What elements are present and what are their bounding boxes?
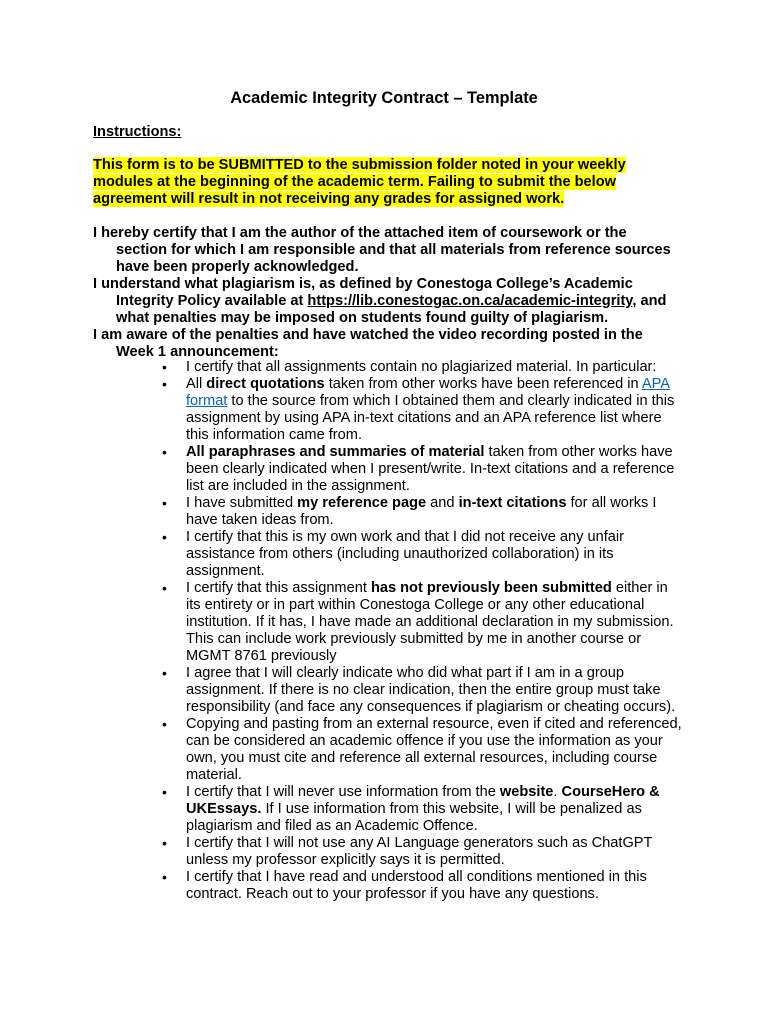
list-item	[162, 784, 682, 835]
certification-bullet-list	[162, 359, 682, 903]
bullet-icon: •	[162, 495, 167, 511]
bullet-icon: •	[162, 665, 167, 681]
list-item	[162, 495, 682, 529]
instructions-heading: Instructions:	[93, 124, 182, 140]
emphasis-text: my reference page	[297, 495, 427, 511]
emphasis-text: website	[499, 784, 554, 800]
list-item	[162, 835, 682, 869]
list-item-text: If I use information from this website, I will be penalized as plagiarism and filed as an Academic Offence.	[186, 801, 642, 834]
list-item	[162, 869, 682, 903]
document-title: Academic Integrity Contract – Template	[230, 89, 538, 107]
emphasis-text: direct quotations	[206, 376, 325, 392]
apa-format-link[interactable]: APA format	[186, 376, 670, 409]
statement-text: , and what penalties may be imposed on students found guilty of plagiarism.	[116, 293, 667, 326]
list-item-text: I certify that I have read and understood all conditions mentioned in this contract. Reach out to your professor if you have any questions.	[186, 869, 647, 902]
list-item	[162, 444, 682, 495]
emphasis-text: All paraphrases and summaries of material	[186, 444, 485, 460]
list-item-text: taken from other works have been referenced in	[324, 376, 642, 392]
statement-text: I understand what plagiarism is, as defined by Conestoga College’s Academic Integrity Policy available at	[93, 276, 633, 309]
list-item-text: I certify that this is my own work and that I did not receive any unfair assistance from others (including unauthorized collaboration) in its assignment.	[186, 529, 625, 579]
bullet-icon: •	[162, 716, 167, 732]
list-item-text: I certify that I will not use any AI Language generators such as ChatGPT unless my professor explicitly says it is permitted.	[186, 835, 653, 868]
list-item-text: I certify that I will never use information from the	[186, 784, 500, 800]
bullet-icon: •	[162, 444, 167, 460]
list-item-text: to the source from which I obtained them and clearly indicated in this assignment by using APA in-text citations and an APA reference list where this information came from.	[186, 393, 675, 443]
emphasis-text: CourseHero & UKEssays.	[186, 784, 660, 817]
statement-plagiarism-understanding	[93, 276, 678, 327]
list-item	[162, 359, 682, 376]
highlighted-notice-text: This form is to be SUBMITTED to the submission folder noted in your weekly modules at the beginning of the academic term. Failing to submit the below agreement will result in not receiving any grades for assigned work.	[93, 157, 626, 207]
emphasis-text: has not previously been submitted	[370, 580, 612, 596]
list-item	[162, 716, 682, 784]
certification-statements	[93, 225, 678, 361]
bullet-icon: •	[162, 835, 167, 851]
list-item-text: and	[426, 495, 459, 511]
list-item-text: I agree that I will clearly indicate who did what part if I am in a group assignment. If there is no clear indication, then the entire group must take responsibility (and face any consequences if plagiarism or cheating occurs).	[186, 665, 676, 715]
bullet-icon: •	[162, 359, 167, 375]
bullet-icon: •	[162, 580, 167, 596]
submission-notice	[93, 157, 673, 208]
bullet-icon: •	[162, 784, 167, 800]
list-item-text: for all works I have taken ideas from.	[186, 495, 657, 528]
list-item	[162, 580, 682, 665]
list-item-text: I have submitted	[186, 495, 298, 511]
academic-integrity-link[interactable]: https://lib.conestogac.on.ca/academic-integrity	[307, 293, 633, 309]
list-item-text: All	[186, 376, 207, 392]
bullet-icon: •	[162, 376, 167, 392]
list-item-text: I certify that all assignments contain no plagiarized material. In particular:	[186, 359, 657, 375]
list-item-text: taken from other works have been clearly indicated when I present/write. In-text citations and a reference list are included in the assignment.	[186, 444, 675, 494]
bullet-icon: •	[162, 869, 167, 885]
statement-penalties-video: I am aware of the penalties and have watched the video recording posted in the Week 1 announcement:	[93, 327, 643, 360]
emphasis-text: in-text citations	[458, 495, 567, 511]
statement-authorship: I hereby certify that I am the author of the attached item of coursework or the section for which I am responsible and that all materials from reference sources have been properly acknowledged.	[93, 225, 671, 275]
list-item	[162, 665, 682, 716]
list-item	[162, 529, 682, 580]
list-item-text: I certify that this assignment	[186, 580, 371, 596]
list-item-text: .	[553, 784, 562, 800]
list-item	[162, 376, 682, 444]
list-item-text: either in its entirety or in part within Conestoga College or any other educational institution. If it has, I have made an additional declaration in my submission. This can include work previously submitted by me in another course or MGMT 8761 previously	[186, 580, 674, 664]
bullet-icon: •	[162, 529, 167, 545]
list-item-text: Copying and pasting from an external resource, even if cited and referenced, can be considered an academic offence if you use the information as your own, you must cite and reference all external resources, including course material.	[186, 716, 682, 783]
